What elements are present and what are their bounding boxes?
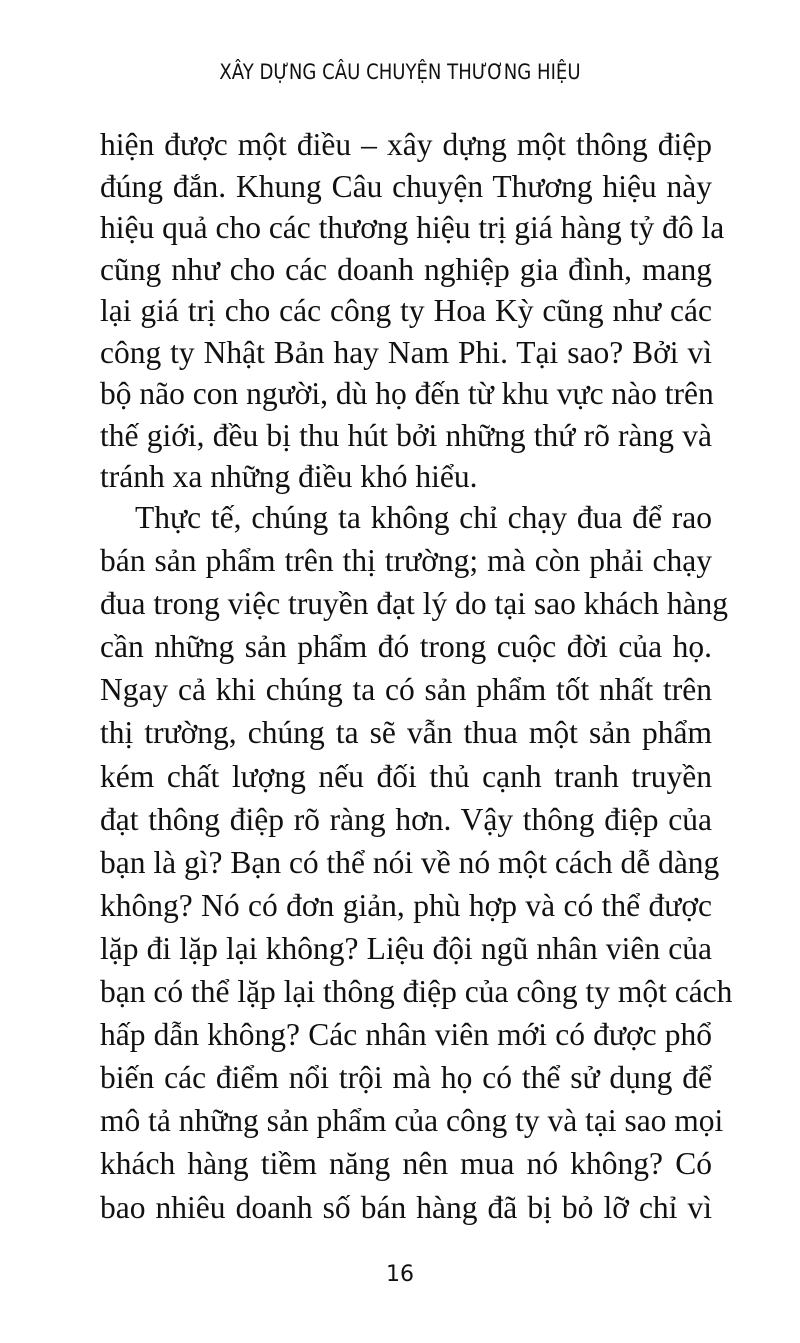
text-line: hấp dẫn không? Các nhân viên mới có được phổ	[100, 1017, 712, 1053]
page-number: 16	[386, 1262, 414, 1287]
paragraph-1	[100, 124, 725, 498]
text-line: lặp đi lặp lại không? Liệu đội ngũ nhân viên của	[100, 930, 712, 966]
running-header: XÂY DỰNG CÂU CHUYỆN THƯƠNG HIỆU	[219, 60, 581, 84]
text-line: bạn là gì? Bạn có thể nói về nó một cách dễ dàng	[100, 844, 720, 880]
text-line: không? Nó có đơn giản, phù hợp và có thể được	[100, 887, 712, 923]
text-line: kém chất lượng nếu đối thủ cạnh tranh truyền	[100, 758, 712, 794]
text-line: mô tả những sản phẩm của công ty và tại sao mọi	[100, 1103, 724, 1139]
text-line: cần những sản phẩm đó trong cuộc đời của họ.	[100, 629, 712, 665]
text-line: hiệu quả cho các thương hiệu trị giá hàng tỷ đô la	[100, 210, 725, 245]
text-line: thị trường, chúng ta sẽ vẫn thua một sản phẩm	[100, 715, 712, 751]
text-line: lại giá trị cho các công ty Hoa Kỳ cũng như các	[100, 293, 712, 328]
text-line: tránh xa những điều khó hiểu.	[100, 459, 478, 494]
text-line: Ngay cả khi chúng ta có sản phẩm tốt nhất trên	[100, 672, 712, 708]
text-line: hiện được một điều – xây dựng một thông điệp	[100, 127, 712, 162]
paragraph-2	[100, 496, 733, 1229]
text-line: thế giới, đều bị thu hút bởi những thứ rõ ràng và	[100, 417, 712, 453]
text-line: Thực tế, chúng ta không chỉ chạy đua để rao	[135, 500, 712, 535]
text-line: bán sản phẩm trên thị trường; mà còn phải chạy	[100, 543, 712, 579]
text-line: khách hàng tiềm năng nên mua nó không? Có	[100, 1146, 712, 1182]
text-line: bao nhiêu doanh số bán hàng đã bị bỏ lỡ chỉ vì	[100, 1189, 712, 1225]
text-line: biến các điểm nổi trội mà họ có thể sử dụng để	[100, 1060, 712, 1096]
text-line: cũng như cho các doanh nghiệp gia đình, mang	[100, 251, 712, 287]
text-line: đạt thông điệp rõ ràng hơn. Vậy thông điệp của	[100, 801, 712, 837]
text-line: bạn có thể lặp lại thông điệp của công ty một cách	[100, 974, 733, 1010]
text-line: đúng đắn. Khung Câu chuyện Thương hiệu này	[100, 168, 712, 204]
text-line: đua trong việc truyền đạt lý do tại sao khách hàng	[100, 586, 729, 622]
text-line: công ty Nhật Bản hay Nam Phi. Tại sao? Bởi vì	[100, 334, 712, 370]
text-line: bộ não con người, dù họ đến từ khu vực nào trên	[100, 376, 714, 411]
